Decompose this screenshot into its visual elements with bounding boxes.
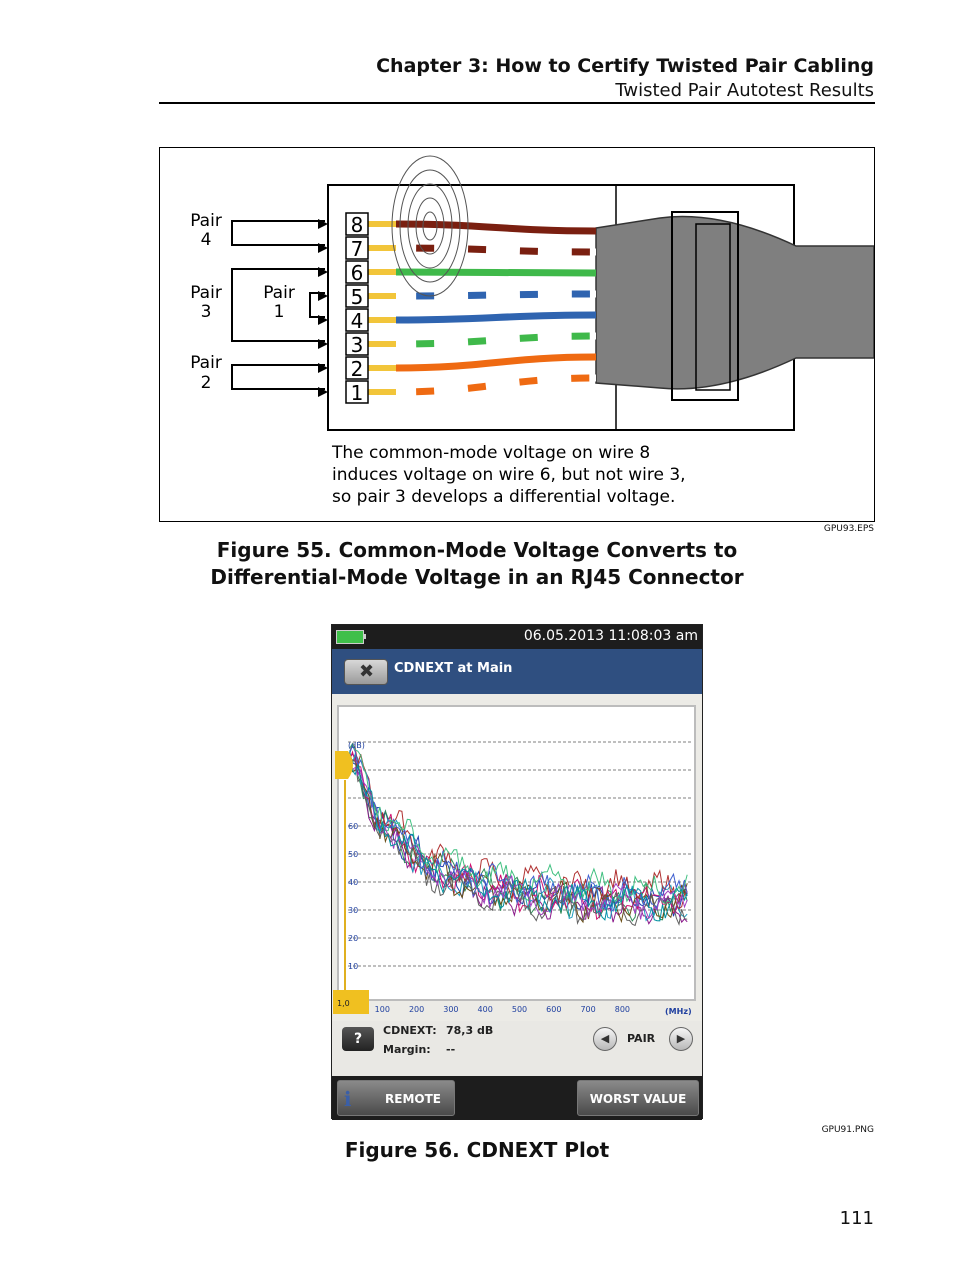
section-heading: Twisted Pair Autotest Results [615, 80, 874, 101]
soft-button-bar [332, 1076, 702, 1120]
pair3-label-b: 3 [200, 302, 212, 322]
cable-jacket [596, 217, 874, 389]
prev-pair-button[interactable]: ◀ [593, 1027, 617, 1051]
y-axis-label: (dB) [348, 741, 365, 750]
next-pair-button[interactable]: ▶ [669, 1027, 693, 1051]
status-datetime: 06.05.2013 11:08:03 am [523, 628, 698, 644]
wire-number: 7 [350, 237, 364, 261]
wire-number: 5 [350, 285, 364, 309]
marker-handle[interactable] [335, 751, 353, 779]
wire-number-boxes [346, 213, 368, 405]
screen-title: CDNEXT at Main [394, 661, 513, 676]
wire-number: 4 [350, 309, 364, 333]
worst-value-button[interactable]: WORST VALUE [577, 1080, 699, 1116]
wire-number: 3 [350, 333, 364, 357]
y-tick: 50 [348, 850, 359, 859]
note-line-2: induces voltage on wire 6, but not wire 3, [332, 465, 686, 485]
x-tick-labels [375, 1005, 630, 1014]
cdnext-plot [332, 694, 702, 1029]
margin-value: -- [446, 1043, 456, 1056]
note-line-3: so pair 3 develops a differential voltage. [332, 487, 676, 507]
figure-55-caption-line-1: Figure 55. Common-Mode Voltage Converts to [216, 538, 738, 562]
cdnext-chart [332, 694, 702, 1024]
note-line-1: The common-mode voltage on wire 8 [332, 443, 651, 463]
remote-button[interactable] [337, 1080, 455, 1116]
tester-screen [331, 624, 703, 1119]
wire-number: 8 [350, 213, 364, 237]
y-tick: 60 [348, 822, 359, 831]
pair4-label-b: 4 [200, 230, 212, 250]
x-tick: 600 [546, 1005, 562, 1014]
chapter-heading: Chapter 3: How to Certify Twisted Pair Cabling [376, 55, 874, 77]
pair2-label-b: 2 [200, 373, 212, 393]
info-icon: ℹ [344, 1087, 352, 1111]
x-tick: 500 [511, 1005, 528, 1014]
close-x-icon: ✖ [359, 661, 375, 682]
cdnext-value: 78,3 dB [446, 1024, 494, 1037]
figure-56-caption: Figure 56. CDNEXT Plot [344, 1138, 610, 1162]
figure-55-file-id: GPU93.EPS [823, 524, 874, 534]
x-tick: 400 [477, 1005, 493, 1014]
y-tick: 40 [348, 878, 359, 887]
figure-55-caption-line-2: Differential-Mode Voltage in an RJ45 Connector [210, 565, 744, 589]
pair-label: PAIR [627, 1032, 656, 1045]
wire-number: 6 [350, 261, 364, 285]
scale-marker-label: 1,0 [337, 999, 350, 1008]
y-tick: 30 [348, 906, 359, 915]
x-tick: 100 [374, 1005, 390, 1014]
figure-55-caption [0, 537, 954, 591]
pair1-label-b: 1 [273, 302, 285, 322]
plot-frame [338, 706, 695, 1000]
back-button[interactable] [344, 659, 388, 685]
cdnext-label: CDNEXT: [383, 1024, 437, 1037]
help-button[interactable]: ? [342, 1027, 374, 1051]
rj45-diagram [160, 148, 874, 521]
battery-icon [336, 630, 364, 644]
y-tick: 20 [348, 934, 359, 943]
page-number: 111 [839, 1208, 874, 1229]
x-tick: 300 [443, 1005, 459, 1014]
pair3-label-a: Pair [190, 283, 222, 303]
result-bar [332, 1021, 702, 1077]
x-tick: 200 [408, 1005, 425, 1014]
status-bar [332, 625, 702, 649]
wire-number: 2 [350, 357, 364, 381]
wire-number: 1 [350, 381, 364, 405]
margin-label: Margin: [383, 1043, 431, 1056]
remote-label: REMOTE [385, 1092, 441, 1106]
figure-56-file-id: GPU91.PNG [821, 1125, 874, 1135]
pair2-label-a: Pair [190, 353, 222, 373]
header-rule [159, 102, 875, 104]
pair1-label-a: Pair [263, 283, 295, 303]
y-tick: 10 [348, 962, 359, 971]
title-bar [332, 649, 702, 694]
x-tick: 700 [580, 1005, 596, 1014]
figure-55-diagram [159, 147, 875, 522]
x-tick: 800 [614, 1005, 631, 1014]
pair4-label-a: Pair [190, 211, 222, 231]
x-axis-label: (MHz) [665, 1007, 692, 1016]
